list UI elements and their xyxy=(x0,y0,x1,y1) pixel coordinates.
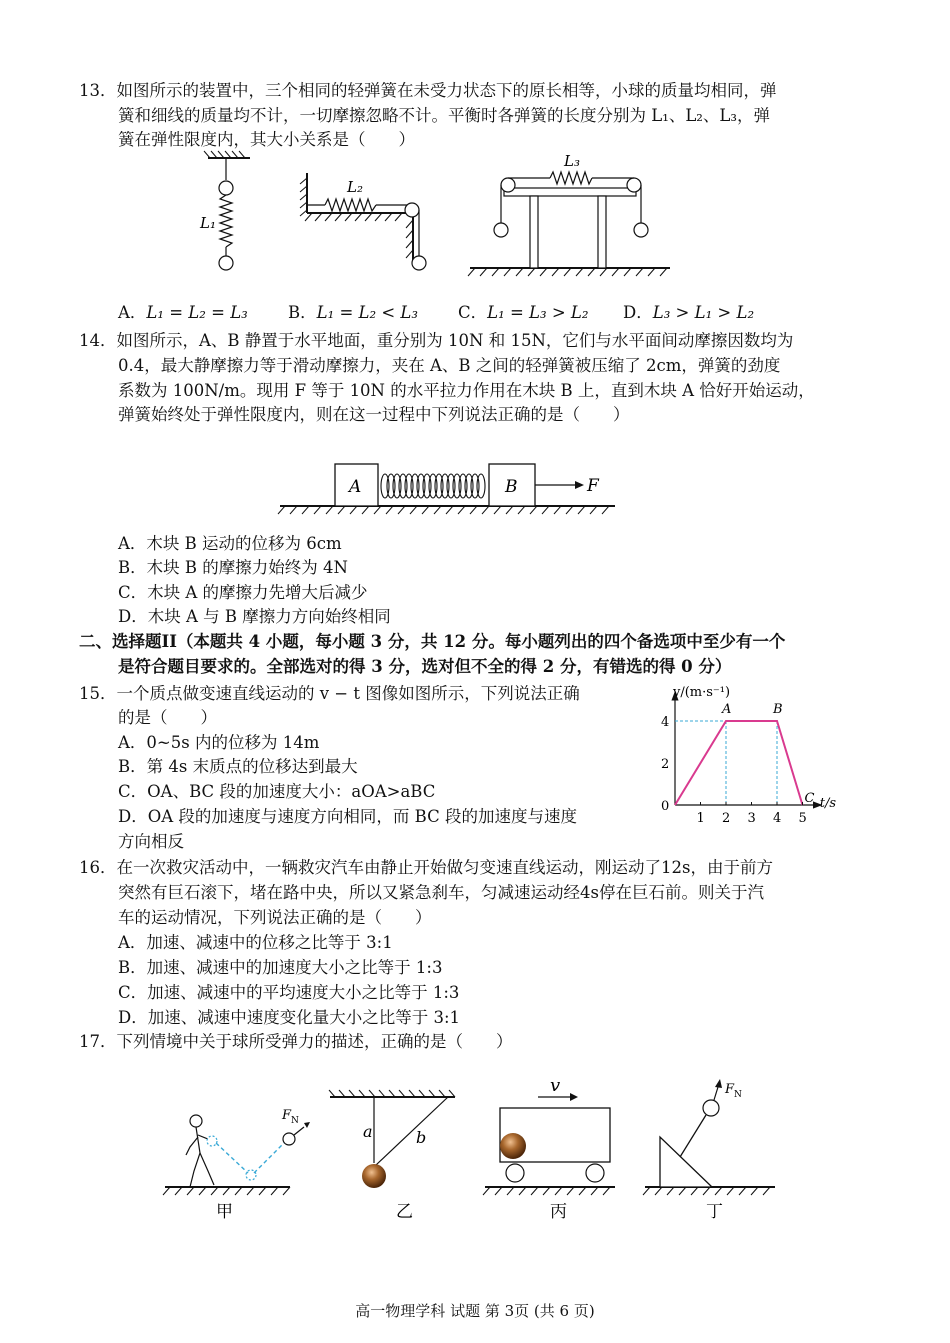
q15-number: 15． xyxy=(79,684,117,703)
point-label: A xyxy=(722,702,732,717)
x-tick-label: 1 xyxy=(696,811,705,826)
force-f-label: F xyxy=(587,476,599,496)
caption-bing: 丙 xyxy=(550,1202,567,1222)
page-footer: 高一物理学科 试题 第 3页 (共 6 页) xyxy=(355,1302,595,1320)
q13-option-b[interactable]: B．L₁ = L₂ < L₃ xyxy=(288,303,418,322)
q15-option-d-cont: 方向相反 xyxy=(118,832,184,851)
caption-jia: 甲 xyxy=(216,1202,233,1222)
vt-series-line xyxy=(675,721,803,805)
block-a-label: A xyxy=(349,477,362,497)
q16-line2: 突然有巨石滚下，堵在路中央，所以又紧急刹车，匀减速运动经4s停在巨石前。则关于汽 xyxy=(118,883,764,902)
q14-option-b[interactable]: B．木块 B 的摩擦力始终为 4N xyxy=(118,558,348,577)
x-tick-label: 3 xyxy=(747,811,756,826)
q17-number: 17． xyxy=(79,1032,117,1051)
q13-line3: 簧在弹性限度内，其大小关系是（ ） xyxy=(118,130,415,149)
point-label: C xyxy=(804,791,815,806)
q17-line1: 17．下列情境中关于球所受弹力的描述，正确的是（ ） xyxy=(79,1032,513,1051)
rope-a-label: a xyxy=(363,1122,373,1141)
x-tick-label: 2 xyxy=(722,811,731,826)
q16-line3: 车的运动情况，下列说法正确的是（ ） xyxy=(118,908,432,927)
q13-line2: 簧和细线的质量均不计，一切摩擦忽略不计。平衡时各弹簧的长度分别为 L₁、L₂、L₃，弹 xyxy=(118,106,770,125)
q14-option-d[interactable]: D．木块 A 与 B 摩擦力方向始终相同 xyxy=(118,607,391,626)
q13-option-c[interactable]: C．L₁ = L₃ > L₂ xyxy=(458,303,589,322)
q16-option-c[interactable]: C．加速、减速中的平均速度大小之比等于 1:3 xyxy=(118,983,460,1002)
q14-line4: 弹簧始终处于弹性限度内，则在这一过程中下列说法正确的是（ ） xyxy=(118,405,630,424)
stick-figure xyxy=(186,1115,214,1187)
q15-option-d[interactable]: D．OA 段的加速度与速度方向相同，而 BC 段的加速度与速度 xyxy=(118,807,577,826)
ding-fn-label: $F_N$ xyxy=(725,1082,742,1100)
point-label: B xyxy=(773,702,783,717)
q15-option-c[interactable]: C．OA、BC 段的加速度大小：aOA>aBC xyxy=(118,782,436,801)
vt-chart xyxy=(655,682,850,827)
block-b-label: B xyxy=(505,477,518,497)
y-tick-label: 0 xyxy=(661,799,670,814)
q14-line3: 系数为 100N/m。现用 F 等于 10N 的水平拉力作用在木块 B 上，直到木块 A 恰好开始运动， xyxy=(118,381,815,400)
q13-figure xyxy=(190,148,680,278)
rope-b-label: b xyxy=(416,1128,427,1147)
label-l1: L₁ xyxy=(200,214,216,232)
q14-option-c[interactable]: C．木块 A 的摩擦力先增大后减少 xyxy=(118,583,368,602)
q13-text1: 如图所示的装置中，三个相同的轻弹簧在未受力状态下的原长相等，小球的质量均相同，弹 xyxy=(116,81,777,100)
q15-option-b[interactable]: B．第 4s 末质点的位移达到最大 xyxy=(118,757,358,776)
q14-line1: 14．如图所示，A、B 静置于水平地面，重分别为 10N 和 15N，它们与水平面间动摩擦因数均为 xyxy=(79,331,794,350)
spring-fig-2 xyxy=(300,173,426,270)
q13-option-a[interactable]: A．L₁ = L₂ = L₃ xyxy=(118,303,248,322)
q15-option-a[interactable]: A．0~5s 内的位移为 14m xyxy=(118,733,320,752)
scene-jia xyxy=(163,1108,310,1222)
q14-figure xyxy=(275,452,620,527)
q16-option-a[interactable]: A．加速、减速中的位移之比等于 3:1 xyxy=(118,933,393,952)
spring-coil xyxy=(381,474,485,498)
x-tick-label: 5 xyxy=(798,811,807,826)
q15-line2: 的是（ ） xyxy=(118,708,217,727)
q13-line1 xyxy=(79,79,777,103)
q13-option-d[interactable]: D．L₃ > L₁ > L₂ xyxy=(623,303,755,322)
q16-option-d[interactable]: D．加速、减速中速度变化量大小之比等于 3:1 xyxy=(118,1008,461,1027)
x-tick-label: 4 xyxy=(773,811,782,826)
q14-number: 14． xyxy=(79,331,117,350)
y-axis-label: v/(m·s⁻¹) xyxy=(673,685,731,700)
caption-ding: 丁 xyxy=(706,1202,723,1222)
scene-yi xyxy=(329,1090,455,1222)
q16-line1: 16．在一次救灾活动中，一辆救灾汽车由静止开始做匀变速直线运动，刚运动了12s，由于前方 xyxy=(79,858,773,877)
label-l2: L₂ xyxy=(347,178,363,196)
y-tick-label: 2 xyxy=(661,757,670,772)
caption-yi: 乙 xyxy=(396,1202,413,1222)
spring-fig-1 xyxy=(199,151,250,270)
q13-number: 13． xyxy=(79,81,117,100)
q16-option-b[interactable]: B．加速、减速中的加速度大小之比等于 1:3 xyxy=(118,958,443,977)
spring-fig-3 xyxy=(468,152,670,276)
incline xyxy=(660,1137,712,1187)
y-tick-label: 4 xyxy=(661,715,670,730)
jia-fn-label: $F_N$ xyxy=(282,1108,299,1126)
scene-bing xyxy=(483,1075,615,1222)
x-axis-label: t/s xyxy=(819,796,837,811)
section2-heading-1: 二、选择题II（本题共 4 小题，每小题 3 分，共 12 分。每小题列出的四个备选项中至少有一个 xyxy=(79,632,786,651)
scene-ding xyxy=(643,1079,775,1222)
section2-heading-2: 是符合题目要求的。全部选对的得 3 分，选对但不全的得 2 分，有错选的得 0 分） xyxy=(118,657,732,676)
velocity-label: v xyxy=(550,1075,561,1096)
q14-option-a[interactable]: A．木块 B 运动的位移为 6cm xyxy=(118,534,342,553)
q16-number: 16． xyxy=(79,858,117,877)
q15-line1: 15．一个质点做变速直线运动的 v − t 图像如图所示，下列说法正确 xyxy=(79,684,580,703)
q13-options xyxy=(118,301,818,325)
q17-figure xyxy=(160,1075,780,1225)
label-l3: L₃ xyxy=(564,152,580,170)
q14-line2: 0.4，最大静摩擦力等于滑动摩擦力，夹在 A、B 之间的轻弹簧被压缩了 2cm，弹簧的劲度 xyxy=(118,356,781,375)
